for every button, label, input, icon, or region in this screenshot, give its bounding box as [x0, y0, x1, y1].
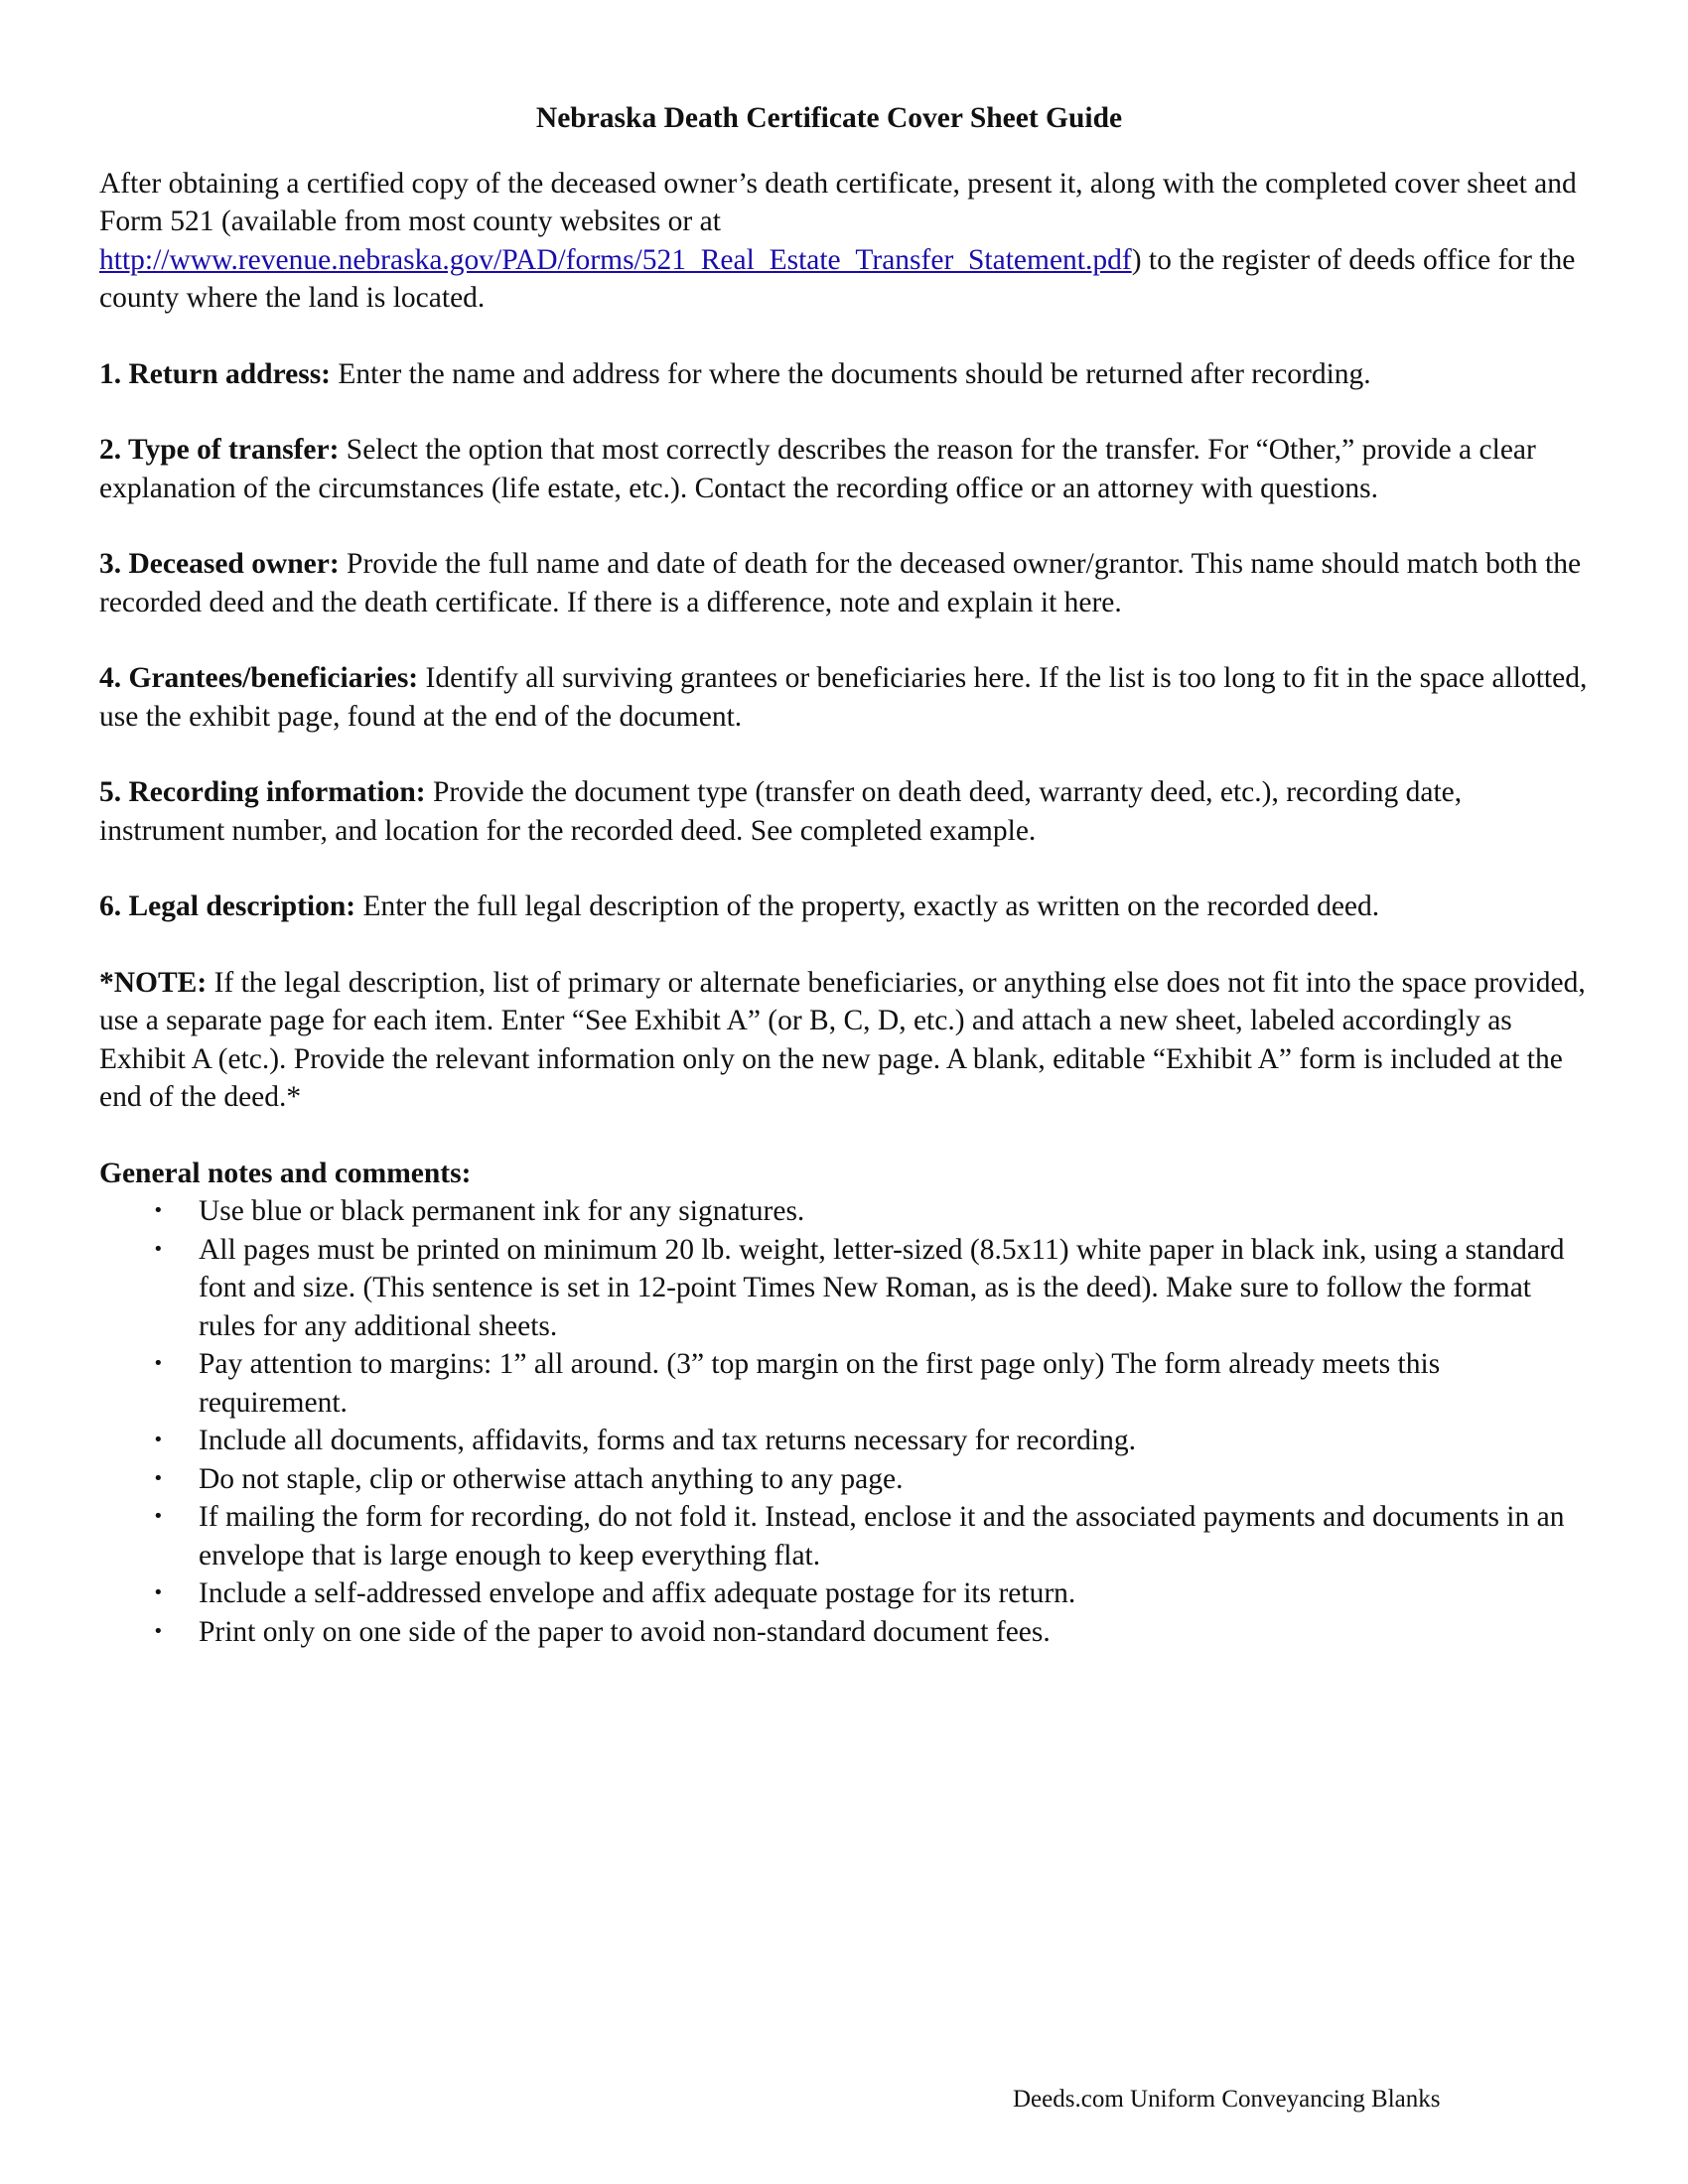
list-item-text: Pay attention to margins: 1” all around. (3” top margin on the first page only) The form already meets this requirement.: [199, 1348, 1441, 1419]
list-item-text: Include all documents, affidavits, forms and tax returns necessary for recording.: [199, 1425, 1136, 1456]
note-lead: *NOTE:: [99, 966, 208, 999]
bullet-icon: •: [153, 1467, 164, 1489]
section-text: Select the option that most correctly describes the reason for the transfer. For “Other,” provide a clear explanation of the circumstances (life estate, etc.). Contact the recording office or an attorney with questions.: [99, 434, 1536, 504]
list-item: [99, 1498, 1589, 1574]
general-notes-list: [99, 1192, 1589, 1651]
intro-text-after-link: ) to the register of deeds office for the county where the land is located.: [99, 243, 1576, 314]
list-item-text: Do not staple, clip or otherwise attach anything to any page.: [199, 1462, 904, 1495]
bullet-icon: •: [153, 1430, 164, 1450]
section-lead: 3. Deceased owner:: [99, 548, 340, 580]
general-notes-heading: General notes and comments:: [99, 1157, 472, 1189]
list-item-text: Print only on one side of the paper to avoid non-standard document fees.: [199, 1615, 1051, 1648]
list-item-text: All pages must be printed on minimum 20 lb. weight, letter-sized (8.5x11) white paper in black ink, using a standard font and size. (This sentence is set in 12-point Times New Roman, as is the deed). Make sure to follow the format rules for any additional sheets.: [199, 1233, 1565, 1342]
list-item: [99, 1613, 1589, 1652]
section-lead: 6. Legal description:: [99, 890, 356, 922]
bullet-icon: •: [153, 1582, 164, 1603]
list-item: [99, 1574, 1589, 1613]
section-recording-information: [99, 773, 1589, 850]
list-item: [99, 1460, 1589, 1499]
page-title: Nebraska Death Certificate Cover Sheet Guide: [535, 102, 1123, 134]
section-text: Enter the full legal description of the property, exactly as written on the recorded deed.: [355, 890, 1380, 922]
list-item-text: If mailing the form for recording, do not fold it. Instead, enclose it and the associated payments and documents in an envelope that is large enough to keep everything flat.: [199, 1501, 1565, 1571]
section-lead: 1. Return address:: [99, 357, 332, 390]
section-text: Identify all surviving grantees or beneficiaries here. If the list is too long to fit in the space allotted, use the exhibit page, found at the end of the document.: [99, 662, 1588, 733]
bullet-icon: •: [153, 1506, 164, 1527]
section-text: Provide the full name and date of death for the deceased owner/grantor. This name should match both the recorded deed and the death certificate. If there is a difference, note and explain it here.: [99, 548, 1582, 618]
document-page: [99, 99, 1589, 1651]
section-lead: 4. Grantees/beneficiaries:: [99, 662, 419, 694]
list-item-text: Include a self-addressed envelope and affix adequate postage for its return.: [199, 1577, 1076, 1609]
list-item: [99, 1231, 1589, 1346]
list-item: [99, 1192, 1589, 1231]
section-grantees-beneficiaries: [99, 659, 1589, 736]
form-521-link[interactable]: http://www.revenue.nebraska.gov/PAD/forms/521_Real_Estate_Transfer_Statement.pdf: [99, 243, 1132, 276]
list-item: [99, 1422, 1589, 1460]
intro-paragraph: [99, 165, 1589, 318]
section-return-address: [99, 355, 1589, 394]
section-text: Enter the name and address for where the documents should be returned after recording.: [331, 357, 1371, 390]
bullet-icon: •: [153, 1238, 164, 1260]
section-legal-description: [99, 887, 1589, 926]
note-text: If the legal description, list of primary or alternate beneficiaries, or anything else does not fit into the space provided, use a separate page for each item. Enter “See Exhibit A” (or B, C, D, etc.) and attach a new sheet, labeled accordingly as Exhibit A (etc.). Provide the relevant information only on the new page. A blank, editable “Exhibit A” form is included at the end of the deed.*: [99, 966, 1586, 1113]
intro-text-before-link: After obtaining a certified copy of the deceased owner’s death certificate, present it, along with the completed cover sheet and Form 521 (available from most county websites or at: [99, 167, 1577, 237]
section-deceased-owner: [99, 545, 1589, 621]
note-paragraph: [99, 964, 1589, 1117]
section-text: Provide the document type (transfer on death deed, warranty deed, etc.), recording date, instrument number, and location for the recorded deed. See completed example.: [99, 776, 1463, 847]
bullet-icon: •: [153, 1200, 164, 1221]
section-type-of-transfer: [99, 431, 1589, 507]
bullet-icon: •: [153, 1620, 164, 1642]
bullet-icon: •: [153, 1353, 164, 1374]
section-lead: 5. Recording information:: [99, 776, 426, 808]
section-lead: 2. Type of transfer:: [99, 434, 340, 466]
list-item: [99, 1345, 1589, 1422]
list-item-text: Use blue or black permanent ink for any signatures.: [199, 1195, 805, 1227]
page-footer: Deeds.com Uniform Conveyancing Blanks: [1013, 2086, 1441, 2113]
